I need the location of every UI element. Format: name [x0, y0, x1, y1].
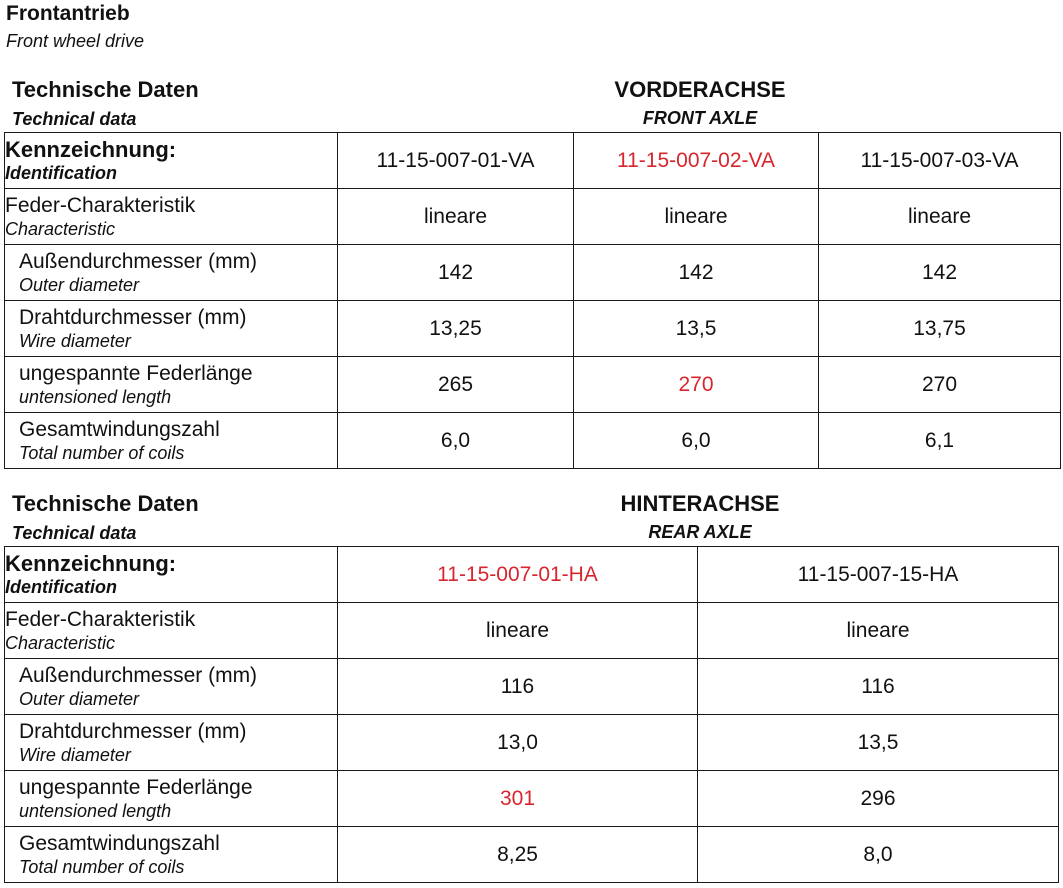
row-label-en: Characteristic	[5, 218, 116, 239]
page-subtitle: Front wheel drive	[6, 31, 145, 51]
table-row	[5, 189, 1061, 245]
row-label-de: Außendurchmesser (mm)	[19, 249, 258, 273]
table-cell: 296	[698, 771, 1059, 827]
row-label-characteristic	[5, 189, 338, 245]
row-label-total-coils	[5, 827, 338, 883]
table-cell: lineare	[819, 189, 1061, 245]
row-label-en: untensioned length	[19, 800, 172, 821]
table-row	[5, 771, 1059, 827]
table-cell: 265	[338, 357, 574, 413]
row-label-de: ungespannte Federlänge	[19, 361, 253, 385]
table-cell: 13,25	[338, 301, 574, 357]
row-label-wire-diameter	[5, 301, 338, 357]
table-cell: 6,1	[819, 413, 1061, 469]
row-label-en: Total number of coils	[19, 442, 185, 463]
table-cell: 13,5	[574, 301, 819, 357]
row-label-de: Außendurchmesser (mm)	[19, 663, 258, 687]
row-label-de: Drahtdurchmesser (mm)	[19, 305, 247, 329]
table-row	[5, 245, 1061, 301]
table-cell-highlighted: 270	[574, 357, 819, 413]
row-label-de: Gesamtwindungszahl	[19, 831, 220, 855]
row-label-identification	[5, 547, 338, 603]
table-row	[5, 547, 1059, 603]
row-label-en: untensioned length	[19, 386, 172, 407]
table-row	[5, 133, 1061, 189]
row-label-en: Wire diameter	[19, 744, 131, 765]
row-label-untensioned-length	[5, 771, 338, 827]
table-row	[5, 413, 1061, 469]
front-axle-table	[4, 132, 1061, 469]
row-label-en: Characteristic	[5, 632, 116, 653]
row-label-total-coils	[5, 413, 338, 469]
row-label-en: Wire diameter	[19, 330, 131, 351]
row-label-en: Identification	[5, 162, 117, 183]
table-cell-highlighted: 11-15-007-01-HA	[338, 547, 698, 603]
table-cell: 6,0	[574, 413, 819, 469]
table-cell: 8,0	[698, 827, 1059, 883]
table-cell: lineare	[338, 189, 574, 245]
table-cell: 11-15-007-15-HA	[698, 547, 1059, 603]
row-label-de: ungespannte Federlänge	[19, 775, 253, 799]
table-row	[5, 827, 1059, 883]
table-row	[5, 603, 1059, 659]
row-label-en: Total number of coils	[19, 856, 185, 877]
table-cell: 142	[574, 245, 819, 301]
row-label-identification	[5, 133, 338, 189]
rear-section-title: Technische Daten	[12, 491, 199, 516]
row-label-outer-diameter	[5, 659, 338, 715]
front-section-subtitle: Technical data	[12, 109, 137, 129]
table-cell: 270	[819, 357, 1061, 413]
row-label-de: Kennzeichnung:	[5, 550, 177, 576]
front-section-title: Technische Daten	[12, 77, 199, 102]
table-cell: lineare	[698, 603, 1059, 659]
table-cell: 13,75	[819, 301, 1061, 357]
row-label-de: Gesamtwindungszahl	[19, 417, 220, 441]
row-label-en: Outer diameter	[19, 274, 140, 295]
page-title: Frontantrieb	[6, 2, 130, 25]
table-row	[5, 715, 1059, 771]
table-row	[5, 659, 1059, 715]
table-cell: lineare	[338, 603, 698, 659]
row-label-characteristic	[5, 603, 338, 659]
row-label-de: Kennzeichnung:	[5, 136, 177, 162]
table-cell: 13,5	[698, 715, 1059, 771]
table-cell: 116	[338, 659, 698, 715]
row-label-de: Feder-Charakteristik	[5, 607, 196, 631]
table-cell: 13,0	[338, 715, 698, 771]
table-row	[5, 301, 1061, 357]
table-cell: 6,0	[338, 413, 574, 469]
row-label-de: Feder-Charakteristik	[5, 193, 196, 217]
row-label-outer-diameter	[5, 245, 338, 301]
rear-axle-title: HINTERACHSE	[620, 491, 780, 516]
table-cell: lineare	[574, 189, 819, 245]
front-axle-subtitle: FRONT AXLE	[642, 108, 758, 128]
table-cell: 11-15-007-01-VA	[338, 133, 574, 189]
table-cell: 142	[819, 245, 1061, 301]
rear-axle-table	[4, 546, 1059, 883]
row-label-en: Outer diameter	[19, 688, 140, 709]
rear-axle-subtitle: REAR AXLE	[648, 522, 752, 542]
table-cell: 11-15-007-03-VA	[819, 133, 1061, 189]
row-label-wire-diameter	[5, 715, 338, 771]
table-cell: 142	[338, 245, 574, 301]
rear-section-subtitle: Technical data	[12, 523, 137, 543]
row-label-de: Drahtdurchmesser (mm)	[19, 719, 247, 743]
table-cell-highlighted: 11-15-007-02-VA	[574, 133, 819, 189]
row-label-en: Identification	[5, 576, 117, 597]
row-label-untensioned-length	[5, 357, 338, 413]
table-row	[5, 357, 1061, 413]
front-axle-title: VORDERACHSE	[614, 77, 786, 102]
table-cell-highlighted: 301	[338, 771, 698, 827]
table-cell: 116	[698, 659, 1059, 715]
table-cell: 8,25	[338, 827, 698, 883]
